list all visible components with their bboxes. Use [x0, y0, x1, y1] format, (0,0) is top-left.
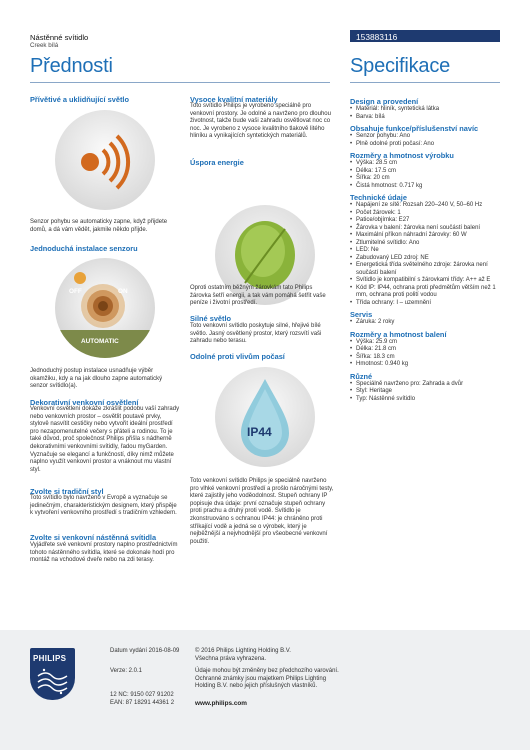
- on-label: ON: [118, 288, 128, 295]
- spec-item: • Délka: 17.5 cm: [350, 168, 505, 176]
- spec-item: • Materiál: hliník, syntetická látka: [350, 106, 505, 114]
- spec-title: Servis: [350, 310, 373, 319]
- version: Verze: 2.0.1: [110, 668, 143, 674]
- divider-right: [350, 82, 500, 83]
- product-code-box: [350, 30, 500, 42]
- feature-title: Přívětivé a uklidňující světlo: [30, 95, 129, 104]
- spec-title: Rozměry a hmotnost výrobku: [350, 151, 454, 160]
- sensor-install-image: [55, 258, 155, 358]
- spec-title: Obsahuje funkce/příslušenství navíc: [350, 124, 479, 133]
- spec-title: Technické údaje: [350, 193, 407, 202]
- spec-item: • Počet žárovek: 1: [350, 210, 505, 218]
- spec-list: [350, 202, 505, 307]
- footer: [0, 630, 530, 750]
- brand-logo-text: PHILIPS: [33, 654, 67, 663]
- feature-title: Úspora energie: [190, 158, 244, 167]
- publish-date: Datum vydání 2016-08-09: [110, 648, 180, 654]
- feature-text: Vyjádřete své venkovní prostory naplno prostřednictvím tohoto nástěnného svítidla, které se dokonale hodí pro montáž na vchodové dveře nebo na zdi terasy.: [30, 542, 178, 564]
- spec-item: • Žárovka v balení: žárovka není součástí balení: [350, 225, 505, 233]
- spec-item: • Ztlumitelné svítidlo: Ano: [350, 240, 505, 248]
- off-label: OFF: [69, 288, 82, 295]
- motion-sensor-image: [55, 110, 155, 210]
- ip-rating-label: IP44: [247, 425, 272, 439]
- spec-item: • Hmotnost: 0.940 kg: [350, 361, 505, 369]
- spec-title: Design a provedení: [350, 97, 419, 106]
- spec-item: • Senzor pohybu: Ano: [350, 133, 505, 141]
- feature-title: Zvolte si venkovní nástěnná svítidla: [30, 533, 157, 542]
- ean-code: EAN: 87 18291 44361 2: [110, 700, 175, 706]
- legal-note: Údaje mohou být změněny bez předchozího varování. Ochranné známky jsou majetkem Philips Lighting Holding B.V. nebo jejich příslušných vlastníků.: [195, 668, 339, 690]
- spec-item: • Energetická třída světelného zdroje: žárovka není součástí balení: [350, 262, 505, 277]
- spec-item: • Šířka: 18.3 cm: [350, 354, 505, 362]
- motion-sensor-icon: [55, 110, 155, 210]
- website-link[interactable]: www.philips.com: [195, 700, 247, 707]
- spec-list: [350, 133, 505, 148]
- feature-title: Vysoce kvalitní materiály: [190, 95, 278, 104]
- spec-item: • Styl: Heritage: [350, 388, 505, 396]
- spec-list: [350, 381, 505, 404]
- spec-item: • Výška: 25.9 cm: [350, 339, 505, 347]
- water-drop-icon: [215, 367, 315, 467]
- philips-waves-icon: [36, 666, 69, 696]
- feature-text: Venkovní osvětlení dokáže zkrášlit podobu vaší zahrady nebo venkovních prostor – osvětlit poutavé prvky, stylově nasvítit cestičky nebo vytvořit ideální prostředí pro nezapomenutelné večery s přáteli a rodinou. To je také důvod, proč společnost Philips přišla s nádherně dekorativními venkovními svítidly, řadou myGarden. Vyznačuje se elegancí a funkčností, díky nimž můžete naplno využít venkovní prostor a vnáknout mu vlastní styl.: [30, 406, 180, 473]
- spec-item: • Šířka: 20 cm: [350, 175, 505, 183]
- section-title-features: Přednosti: [30, 55, 113, 77]
- feature-title: Odolné proti vlivům počasí: [190, 352, 285, 361]
- spec-item: • Třída ochrany: I – uzemnění: [350, 300, 505, 308]
- spec-item: • Patice/objímka: E27: [350, 217, 505, 225]
- product-subtitle: Creek bílá: [30, 42, 59, 49]
- rights-reserved: Všechna práva vyhrazena.: [195, 656, 267, 662]
- feature-text: Oproti ostatním běžným žárovkám tato Philips žárovka šetří energii, a tak vám pomáhá šetřit vaše peníze i životní prostředí.: [190, 285, 326, 307]
- spec-item: • Napájení ze sítě: Rozsah 220–240 V, 50–60 Hz: [350, 202, 505, 210]
- feature-title: Jednoduchá instalace senzoru: [30, 244, 138, 253]
- feature-text: Toto svítidlo Philips je vyrobeno speciálně pro venkovní prostory. Je odolné a navrženo pro dlouhou životnost, takže bude vaši zahradu osvětlovat noc co noc. Je vyrobeno z vysoce kvalitního tlakově litého hliníku a vynikajících syntetických materiálů.: [190, 103, 331, 140]
- spec-item: • Výška: 28.5 cm: [350, 160, 505, 168]
- spec-item: • Maximální příkon náhradní žárovky: 60 W: [350, 232, 505, 240]
- feature-text: Senzor pohybu se automaticky zapne, když přijdete domů, a dá vám vědět, jakmile někdo přijde.: [30, 219, 168, 233]
- spec-list: [350, 339, 505, 369]
- spec-list: [350, 319, 505, 327]
- spec-item: • Záruka: 2 roky: [350, 319, 505, 327]
- copyright: © 2016 Philips Lighting Holding B.V.: [195, 648, 291, 654]
- feature-text: Jednoduchý postup instalace usnadňuje výběr okamžiku, kdy a na jak dlouho zapne automatický senzor svítidlo(a).: [30, 368, 163, 390]
- spec-item: • Svítidlo je kompatibilní s žárovkami třídy: A++ až E: [350, 277, 505, 285]
- spec-title: Různé: [350, 371, 373, 381]
- feature-title: Silné světlo: [190, 314, 232, 323]
- philips-shield-logo: [30, 648, 75, 700]
- specs-column: [350, 94, 505, 403]
- feature-text: Toto svítidlo bylo navrženo v Evropě a vyznačuje se jedinečným, charakteristickým designem, který přispěje k vytvoření venkovního prostředí s tradičním vzhledem.: [30, 495, 177, 517]
- spec-item: • Barva: bílá: [350, 114, 505, 122]
- spec-item: • Plně odolné proti počasí: Ano: [350, 141, 505, 149]
- weather-resistant-image: [215, 367, 315, 467]
- spec-list: [350, 106, 505, 121]
- spec-item: • Délka: 21.8 cm: [350, 346, 505, 354]
- spec-list: [350, 160, 505, 190]
- divider-left: [30, 82, 330, 83]
- section-title-specs: Specifikace: [350, 55, 451, 77]
- feature-text: Toto venkovní svítidlo poskytuje silné, hřejivé bílé světlo. Jasný osvětlený prostor, který rozsvítí vaši zahradu nebo terasu.: [190, 323, 322, 345]
- nc-code: 12 NC: 9150 027 91202: [110, 692, 174, 698]
- spec-item: • Zabudovaný LED zdroj: NE: [350, 255, 505, 263]
- spec-item: • Speciálně navrženo pro: Zahrada a dvůr: [350, 381, 505, 389]
- feature-title: Zvolte si tradiční styl: [30, 487, 104, 496]
- product-code: 153883116: [356, 31, 398, 42]
- spec-item: • Čistá hmotnost: 0.717 kg: [350, 183, 505, 191]
- automatic-label: AUTOMATIC: [81, 338, 119, 345]
- spec-item: • Typ: Nástěnné svítidlo: [350, 396, 505, 404]
- spec-item: • Kód IP: IP44, ochrana proti předmětům větším než 1 mm, ochrana proti polití vodou: [350, 285, 505, 300]
- feature-title: Dekorativní venkovní osvětlení: [30, 398, 139, 407]
- product-name: Nástěnné svítidlo: [30, 33, 89, 42]
- feature-text: Toto venkovní svítidlo Philips je speciálně navrženo pro vlhké venkovní prostředí a prošlo náročnými testy, které zajistily jeho voděodolnost. Stupeň ochrany IP popisuje dva údaje: první označuje stupeň ochrany proti prachu a druhý proti vodě. Svítidlo je zkonstruováno s ochranou IP44: je chráněno proti stříkající vodě a jedná se o výrobek, který je nejběžnější a nejvhodnější pro všeobecné venkovní použití.: [190, 478, 334, 545]
- spec-item: • LED: Ne: [350, 247, 505, 255]
- spec-title: Rozměry a hmotnost balení: [350, 329, 447, 339]
